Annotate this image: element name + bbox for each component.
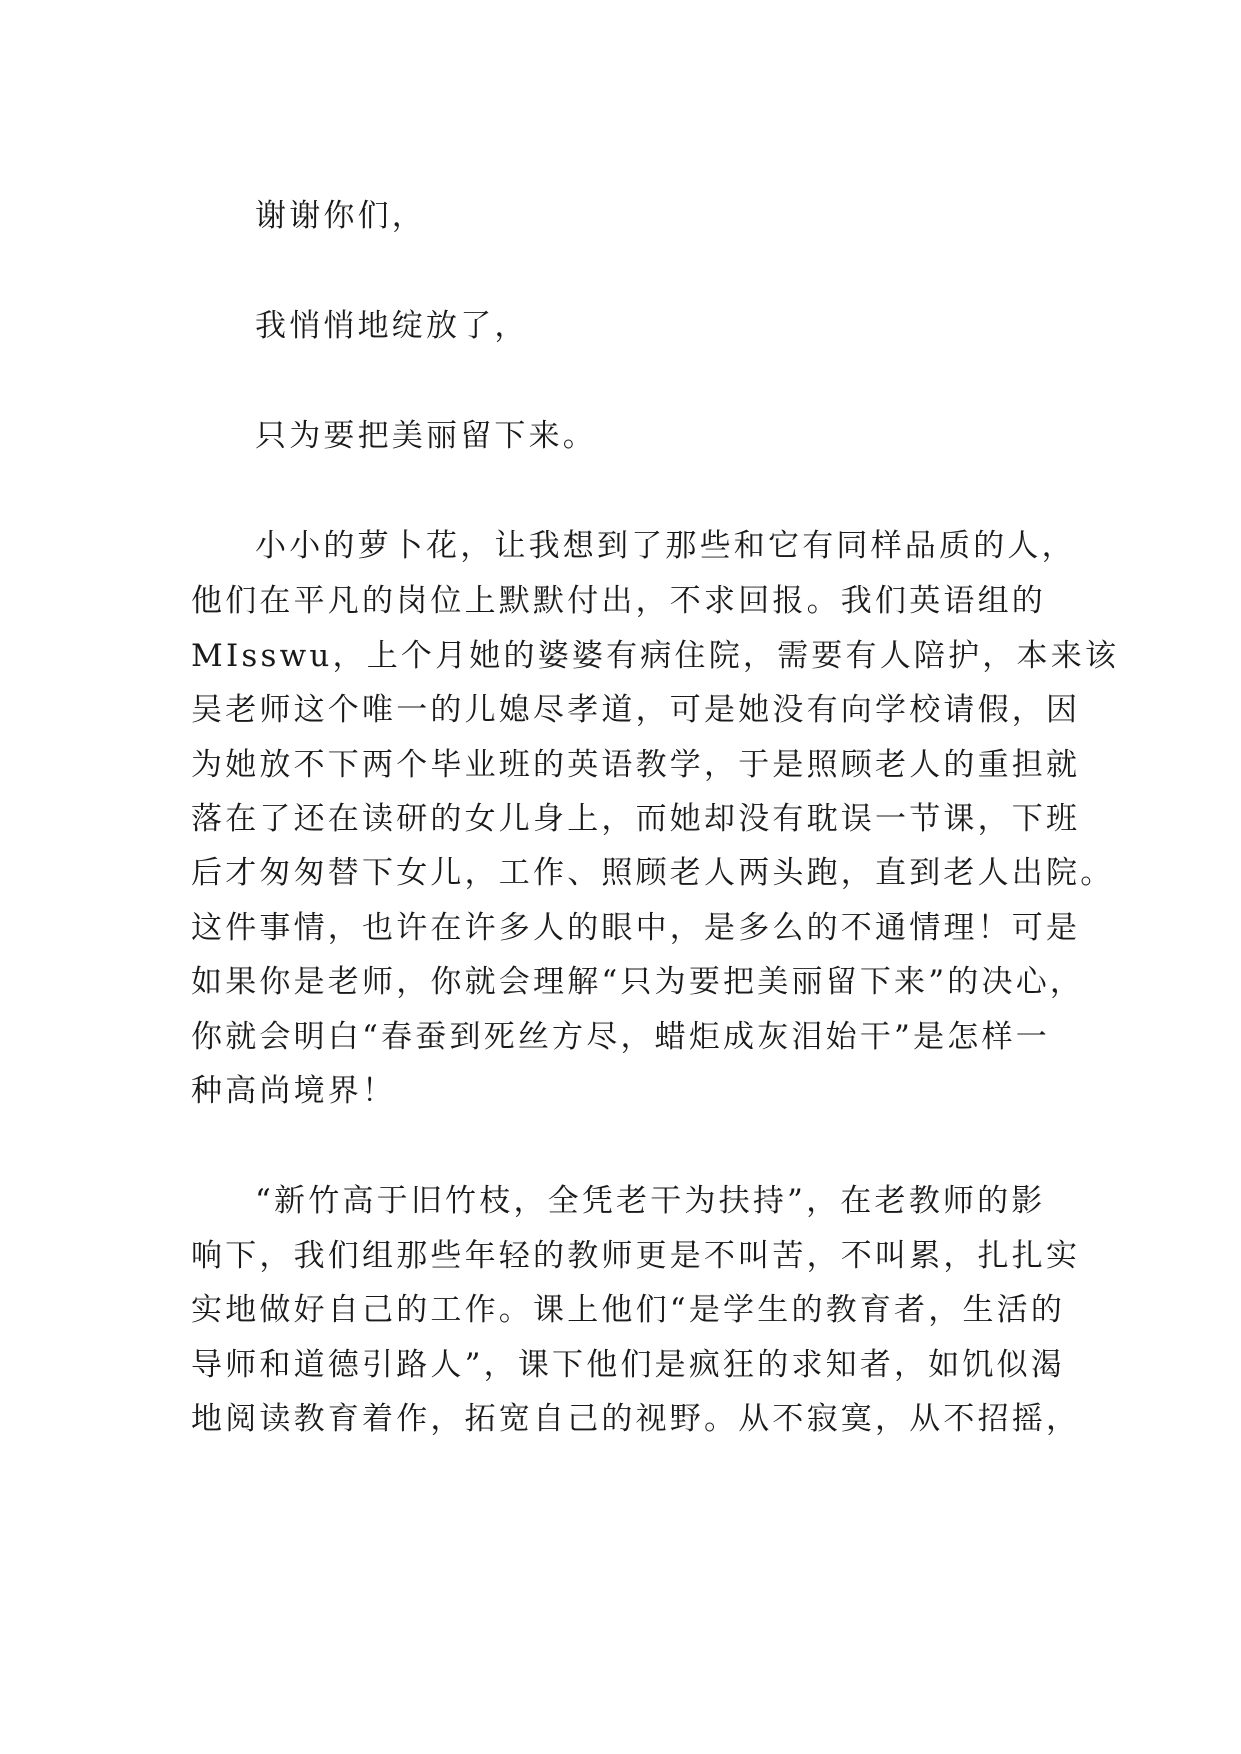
poem-line-1: 谢谢你们， (255, 198, 426, 234)
paragraph-line: 他们在平凡的岗位上默默付出，不求回报。我们英语组的 (191, 583, 1046, 619)
paragraph-line: 种高尚境界！ (191, 1073, 397, 1109)
poem-line-3: 只为要把美丽留下来。 (255, 418, 597, 454)
poem-line-2: 我悄悄地绽放了， (255, 308, 529, 344)
paragraph-line: 为她放不下两个毕业班的英语教学，于是照顾老人的重担就 (191, 747, 1081, 783)
paragraph-line: 如果你是老师，你就会理解“只为要把美丽留下来”的决心， (191, 964, 1085, 1000)
paragraph-line: 落在了还在读研的女儿身上，而她却没有耽误一节课，下班 (191, 801, 1081, 837)
paragraph-line: 后才匆匆替下女儿，工作、照顾老人两头跑，直到老人出院。 (191, 855, 1115, 891)
paragraph-line: “新竹高于旧竹枝，全凭老干为扶持”，在老教师的影 (255, 1183, 1046, 1219)
paragraph-line: MIsswu，上个月她的婆婆有病住院，需要有人陪护，本来该 (191, 638, 1120, 674)
paragraph-line: 吴老师这个唯一的儿媳尽孝道，可是她没有向学校请假，因 (191, 692, 1081, 728)
paragraph-line: 地阅读教育着作，拓宽自己的视野。从不寂寞，从不招摇， (191, 1401, 1081, 1437)
paragraph-line: 你就会明白“春蚕到死丝方尽，蜡炬成灰泪始干”是怎样一 (191, 1019, 1050, 1055)
paragraph-line: 实地做好自己的工作。课上他们“是学生的教育者，生活的 (191, 1292, 1066, 1328)
paragraph-line: 小小的萝卜花，让我想到了那些和它有同样品质的人， (255, 528, 1076, 564)
paragraph-line: 响下，我们组那些年轻的教师更是不叫苦，不叫累，扎扎实 (191, 1238, 1081, 1274)
paragraph-line: 这件事情，也许在许多人的眼中，是多么的不通情理！可是 (191, 910, 1081, 946)
paragraph-line: 导师和道德引路人”，课下他们是疯狂的求知者，如饥似渴 (191, 1347, 1066, 1383)
